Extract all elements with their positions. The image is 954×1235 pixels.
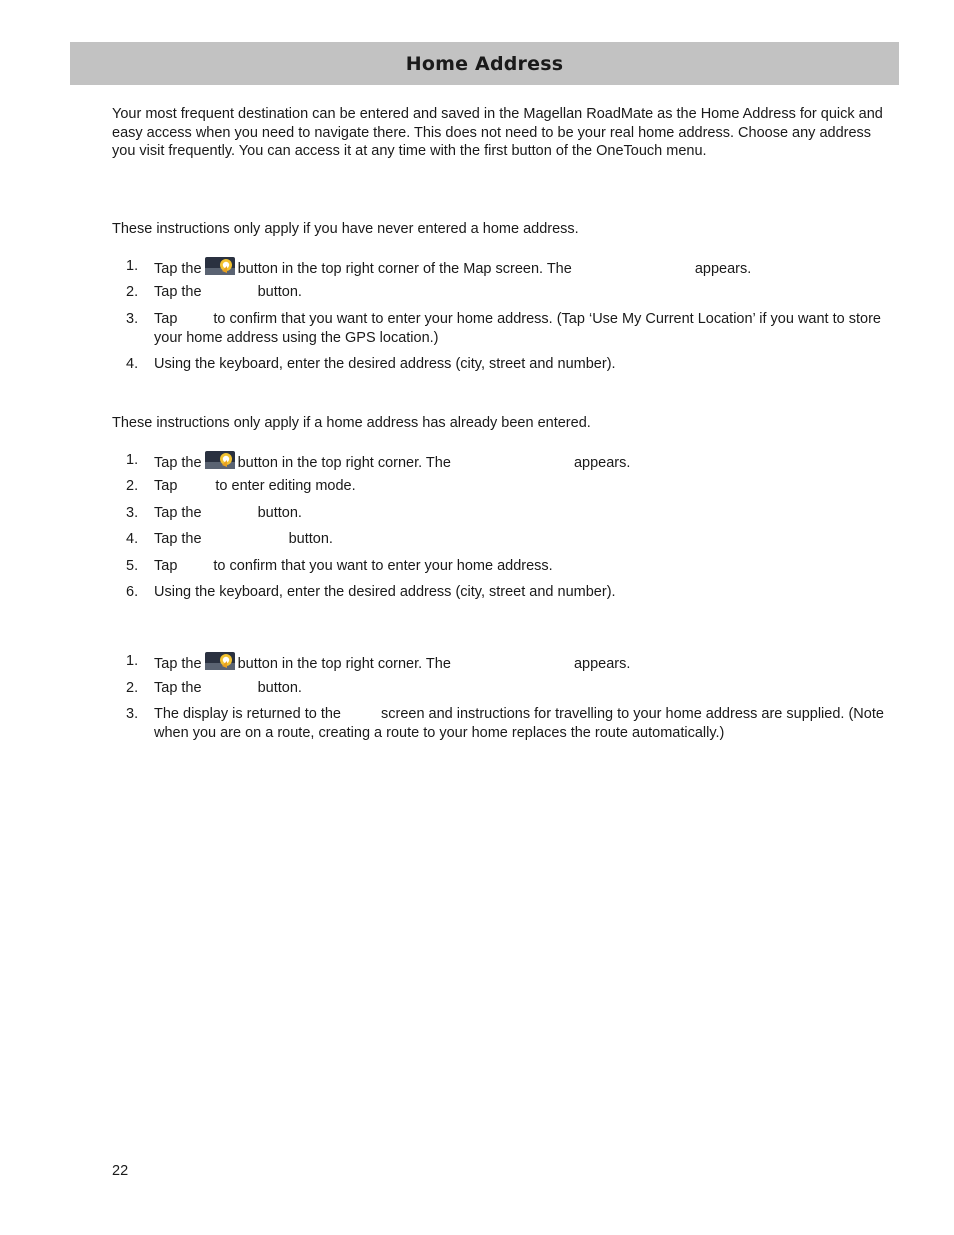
list-item: 4. Tap the button. [126,531,333,547]
onetouch-icon [205,451,235,469]
list-item: 4. Using the keyboard, enter the desired address (city, street and number). [126,356,616,372]
list-item: 2. Tap to enter editing mode. [126,478,356,494]
list-item: 3. The display is returned to the screen and instructions for travelling to your home address are supplied. (Note when you are on a route, creating a route to your home replaces the route automatically.) [126,706,884,741]
onetouch-icon [205,257,235,275]
page-title: Home Address [405,52,564,75]
section2-note: These instructions only apply if a home address has already been entered. [112,415,591,431]
page-number: 22 [112,1163,129,1179]
list-item: 2. Tap the button. [126,284,302,300]
list-item: 1. Tap the button in the top right corner. The appears. [126,653,631,672]
section1-note: These instructions only apply if you have never entered a home address. [112,221,579,237]
list-item: 1. Tap the button in the top right corner. The appears. [126,452,631,471]
header-bar [70,42,899,85]
intro-paragraph: Your most frequent destination can be entered and saved in the Magellan RoadMate as the Home Address for quick and easy access when you need to navigate there. This does not need to be your real home address. Choose any address you visit frequently. You can access it at any time with the first button of the OneTouch menu. [112,106,883,160]
list-item: 2. Tap the button. [126,680,302,696]
list-item: 1. Tap the button in the top right corner of the Map screen. The appears. [126,258,752,277]
list-item: 3. Tap the button. [126,505,302,521]
onetouch-icon [205,652,235,670]
list-item: 6. Using the keyboard, enter the desired address (city, street and number). [126,584,616,600]
list-item: 5. Tap to confirm that you want to enter your home address. [126,558,553,574]
list-item: 3. Tap to confirm that you want to enter your home address. (Tap ‘Use My Current Location’ if you want to store your home address using the GPS location.) [126,311,881,346]
